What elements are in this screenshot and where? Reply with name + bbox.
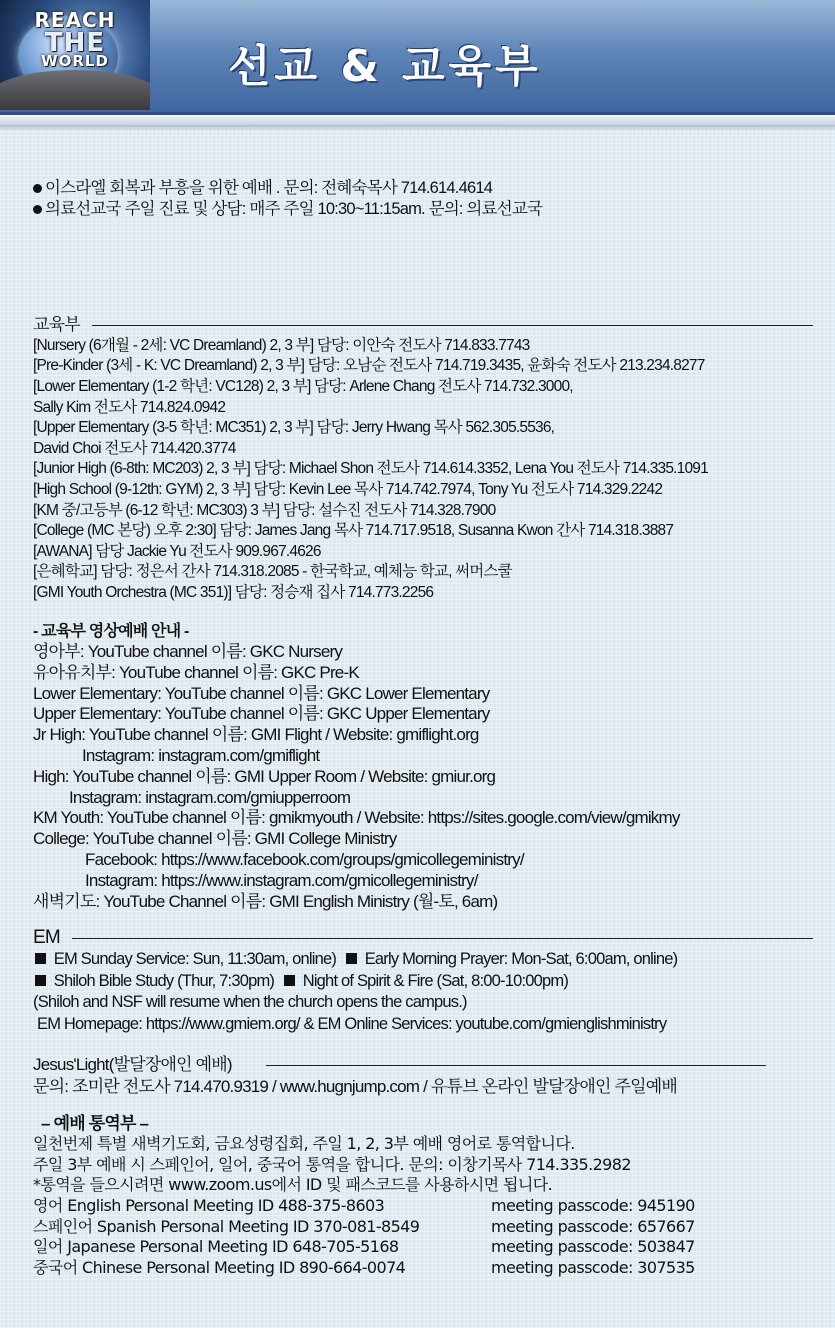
- em-heading-text: EM: [33, 927, 60, 949]
- bullet-icon: [33, 205, 42, 214]
- page-header: [0, 0, 835, 115]
- video-section-heading: - 교육부 영상예배 안내 -: [33, 622, 189, 640]
- header-shadow: [0, 125, 835, 131]
- em-row: [33, 949, 813, 971]
- bulletin-content: [33, 178, 813, 1278]
- hands-graphic: [0, 70, 150, 110]
- em-note: (Shiloh and NSF will resume when the church opens the campus.): [33, 993, 467, 1012]
- education-heading-text: 교육부: [33, 315, 80, 335]
- education-line: [Pre-Kinder (3세 - K: VC Dreamland) 2, 3 부] 담당: 오남순 전도사 714.719.3435, 윤화숙 전도사 213.234.8277: [33, 357, 705, 375]
- header-divider-strip: [0, 115, 835, 125]
- education-line: [GMI Youth Orchestra (MC 351)] 담당: 정승재 집사 714.773.2256: [33, 583, 434, 601]
- page-title: 선교 & 교육부: [228, 41, 542, 92]
- video-line: 영아부: YouTube channel 이름: GKC Nursery: [33, 642, 343, 662]
- em-item: EM Sunday Service: Sun, 11:30am, online): [53, 950, 337, 969]
- square-bullet-icon: [35, 975, 46, 986]
- em-item: Shiloh Bible Study (Thur, 7:30pm): [53, 971, 275, 990]
- meeting-id: 스페인어 Spanish Personal Meeting ID 370-081-8549: [33, 1216, 420, 1236]
- video-line: Upper Elementary: YouTube channel 이름: GKC Upper Elementary: [33, 704, 490, 724]
- square-bullet-icon: [35, 953, 46, 964]
- logo-text-world: WORLD: [41, 52, 109, 70]
- em-list: [33, 949, 813, 1035]
- education-line: [Junior High (6-8th: MC203) 2, 3 부] 담당: Michael Shon 전도사 714.614.3352, Lena You 전도사 714.335.1091: [33, 460, 708, 478]
- meeting-passcode: meeting passcode: 945190: [491, 1196, 695, 1216]
- announcement-text: 이스라엘 회복과 부흥을 위한 예배 . 문의: 전혜숙목사 714.614.4614: [45, 179, 493, 197]
- video-line: Lower Elementary: YouTube channel 이름: GKC Lower Elementary: [33, 683, 490, 703]
- section-rule: [92, 325, 813, 326]
- video-line: Instagram: instagram.com/gmiflight: [82, 746, 320, 766]
- education-line: Sally Kim 전도사 714.824.0942: [33, 398, 226, 416]
- interpretation-list: [33, 1134, 813, 1278]
- reach-the-world-logo: [0, 0, 150, 110]
- section-rule: [266, 1065, 766, 1066]
- meeting-row: [33, 1217, 813, 1238]
- education-line: [Upper Elementary (3-5 학년: MC351) 2, 3 부] 담당: Jerry Hwang 목사 562.305.5536,: [33, 419, 555, 437]
- interpretation-line: *통역을 들으시려면 www.zoom.us에서 ID 및 패스코드를 사용하시면 됩니다.: [33, 1175, 553, 1195]
- em-item: Night of Spirit & Fire (Sat, 8:00-10:00pm): [302, 971, 569, 990]
- video-line: College: YouTube channel 이름: GMI College Ministry: [33, 829, 397, 849]
- meeting-id: 일어 Japanese Personal Meeting ID 648-705-5168: [33, 1237, 399, 1257]
- education-line: [KM 중/고등부 (6-12 학년: MC303) 3 부] 담당: 설수진 전도사 714.328.7900: [33, 501, 496, 519]
- video-line: 유아유치부: YouTube channel 이름: GKC Pre-K: [33, 662, 359, 682]
- meeting-row: [33, 1196, 813, 1217]
- em-item: Early Morning Prayer: Mon-Sat, 6:00am, online): [364, 950, 678, 969]
- video-line: High: YouTube channel 이름: GMI Upper Room / Website: gmiur.org: [33, 766, 496, 786]
- logo-text-reach: REACH: [34, 8, 116, 32]
- education-line: [College (MC 본당) 오후 2:30] 담당: James Jang 목사 714.717.9518, Susanna Kwon 간사 714.318.3887: [33, 522, 674, 540]
- education-line: [은혜학교] 담당: 정은서 간사 714.318.2085 - 한국학교, 예체능 학교, 써머스쿨: [33, 563, 512, 581]
- meeting-passcode: meeting passcode: 657667: [491, 1216, 695, 1236]
- jesus-light-section-heading: [33, 1055, 813, 1076]
- announcement-item: [33, 178, 813, 199]
- video-line: Instagram: https://www.instagram.com/gmicollegeministry/: [85, 870, 478, 890]
- video-line: Jr High: YouTube channel 이름: GMI Flight / Website: gmiflight.org: [33, 725, 479, 745]
- education-line: [Lower Elementary (1-2 학년: VC128) 2, 3 부] 담당: Arlene Chang 전도사 714.732.3000,: [33, 377, 573, 395]
- meeting-id: 영어 English Personal Meeting ID 488-375-8603: [33, 1196, 385, 1216]
- education-list: [33, 336, 813, 604]
- meeting-passcode: meeting passcode: 307535: [491, 1257, 695, 1277]
- education-line: [AWANA] 담당 Jackie Yu 전도사 909.967.4626: [33, 542, 321, 560]
- video-line: KM Youth: YouTube channel 이름: gmikmyouth / Website: https://sites.google.com/view/gmikmy: [33, 808, 680, 828]
- video-line: Instagram: instagram.com/gmiupperroom: [69, 787, 351, 807]
- announcement-item: [33, 199, 813, 220]
- education-section-heading: [33, 315, 813, 336]
- education-line: David Choi 전도사 714.420.3774: [33, 439, 236, 457]
- announcement-text: 의료선교국 주일 진료 및 상담: 매주 주일 10:30~11:15am. 문의: 의료선교국: [45, 199, 543, 218]
- section-rule: [72, 938, 813, 939]
- education-line: [Nursery (6개월 - 2세: VC Dreamland) 2, 3 부] 담당: 이안숙 전도사 714.833.7743: [33, 336, 530, 354]
- meeting-row: [33, 1258, 813, 1279]
- em-row: [33, 971, 813, 993]
- em-section-heading: [33, 928, 813, 949]
- meeting-row: [33, 1237, 813, 1258]
- jesus-light-heading-text: Jesus'Light(발달장애인 예배): [33, 1055, 232, 1075]
- interpretation-line: 주일 3부 예배 시 스페인어, 일어, 중국어 통역을 합니다. 문의: 이창기목사 714.335.2982: [33, 1154, 631, 1174]
- bullet-icon: [33, 184, 42, 193]
- interpretation-heading: – 예배 통역부 –: [41, 1113, 149, 1133]
- education-line: [High School (9-12th: GYM) 2, 3 부] 담당: Kevin Lee 목사 714.742.7974, Tony Yu 전도사 714.329.2242: [33, 480, 663, 498]
- video-line: Facebook: https://www.facebook.com/groups/gmicollegeministry/: [85, 850, 524, 870]
- square-bullet-icon: [346, 953, 357, 964]
- meeting-passcode: meeting passcode: 503847: [491, 1237, 695, 1257]
- em-homepage: EM Homepage: https://www.gmiem.org/ & EM Online Services: youtube.com/gmienglishministry: [37, 1014, 667, 1033]
- logo-text-the: THE: [44, 28, 106, 58]
- square-bullet-icon: [284, 975, 295, 986]
- meeting-id: 중국어 Chinese Personal Meeting ID 890-664-0074: [33, 1257, 406, 1277]
- jesus-light-line: 문의: 조미란 전도사 714.470.9319 / www.hugnjump.com / 유튜브 온라인 발달장애인 주일예배: [33, 1076, 678, 1096]
- video-line: 새벽기도: YouTube Channel 이름: GMI English Ministry (월-토, 6am): [33, 891, 498, 911]
- interpretation-line: 일천번제 특별 새벽기도회, 금요성령집회, 주일 1, 2, 3부 예배 영어로 통역합니다.: [33, 1134, 575, 1154]
- video-list: [33, 642, 813, 912]
